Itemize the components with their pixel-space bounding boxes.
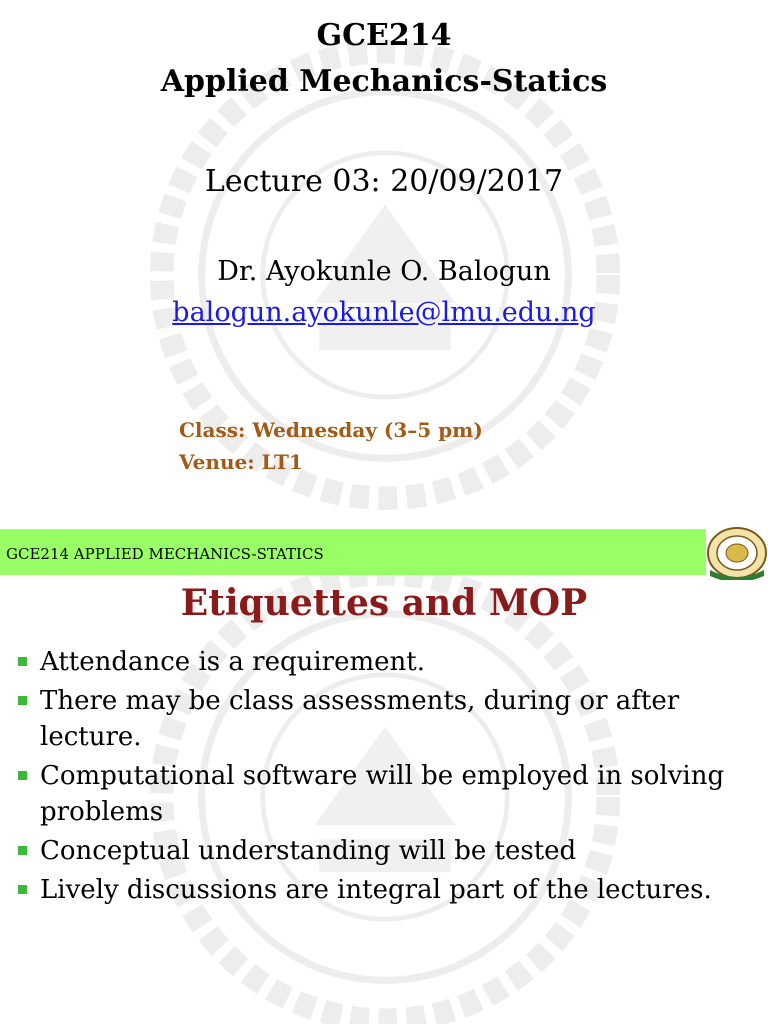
university-logo-icon: [706, 526, 768, 580]
list-item: [0, 833, 768, 869]
content-slide: [0, 522, 768, 1024]
author-email-link[interactable]: balogun.ayokunle@lmu.edu.ng: [172, 297, 596, 328]
list-item: [0, 758, 768, 830]
author-name: Dr. Ayokunle O. Balogun: [217, 256, 551, 287]
bullet-text: Attendance is a requirement.: [40, 647, 425, 677]
class-venue: Venue: LT1: [179, 450, 303, 474]
bullet-list: [0, 644, 768, 911]
square-bullet-icon: [18, 885, 27, 894]
course-code: GCE214: [316, 18, 452, 53]
list-item: [0, 644, 768, 680]
square-bullet-icon: [18, 657, 27, 666]
list-item: [0, 872, 768, 908]
course-name: Applied Mechanics-Statics: [160, 64, 608, 99]
square-bullet-icon: [18, 696, 27, 705]
bullet-text: There may be class assessments, during or after lecture.: [40, 686, 680, 752]
square-bullet-icon: [18, 846, 27, 855]
bullet-text: Lively discussions are integral part of the lectures.: [40, 875, 712, 905]
class-time: Class: Wednesday (3–5 pm): [179, 418, 483, 442]
square-bullet-icon: [18, 771, 27, 780]
slide-header-bar: [0, 529, 706, 575]
slide-header-text: GCE214 APPLIED MECHANICS-STATICS: [6, 545, 324, 563]
bullet-text: Conceptual understanding will be tested: [40, 836, 577, 866]
slide-title: Etiquettes and MOP: [180, 582, 588, 624]
bullet-text: Computational software will be employed in solving problems: [40, 761, 725, 827]
lecture-date: Lecture 03: 20/09/2017: [204, 164, 564, 199]
list-item: [0, 683, 768, 755]
